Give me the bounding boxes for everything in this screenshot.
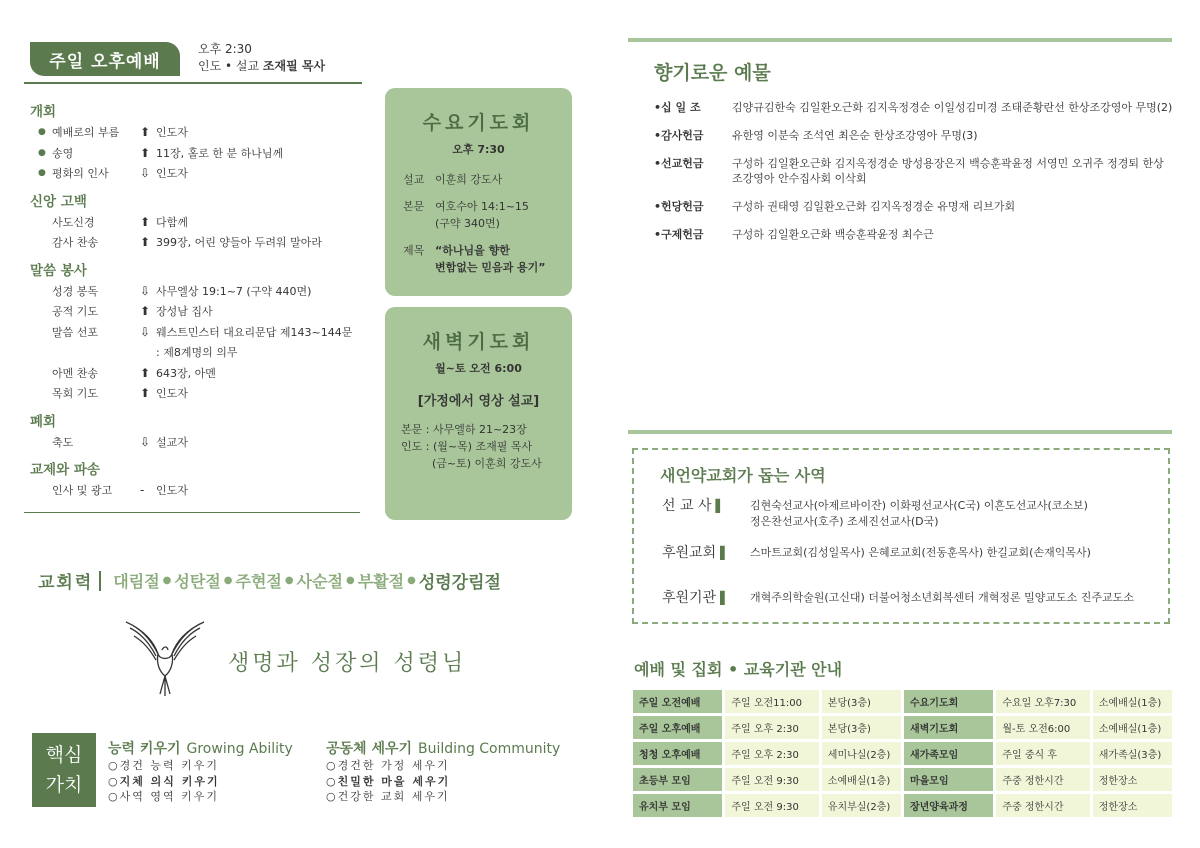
core-b-title: 공동체 세우기 [326,741,413,757]
ministry-row-institutions [662,590,1134,606]
meeting-time: 주일 중식 후 [996,742,1089,765]
bar-icon: ▌ [720,591,730,605]
meeting-place: 정한장소 [1093,768,1172,791]
ministry-row-value [750,498,1088,530]
meeting-name: 청청 오후예배 [633,742,722,765]
service-time: 오후 2:30 [198,42,252,56]
order-item-name: 아멘 찬송 [52,366,99,380]
order-item-name: 감사 찬송 [52,236,99,250]
divider [628,38,1172,42]
offering-donors: 구성하 김일환오근화 백승훈곽윤정 최수근 [732,228,934,241]
core-values-badge [32,733,96,807]
stand-up-icon: ⬆ [140,304,151,319]
order-row [30,363,360,384]
order-row [30,163,360,184]
order-item-name: 평화의 인사 [52,167,109,181]
dot-icon: ● [345,575,355,586]
bar-icon: ▌ [715,499,725,513]
order-item-name: 예배로의 부름 [52,126,120,140]
offering-type: •선교헌금 [654,157,704,170]
table-row [633,768,1172,791]
table-row [633,690,1172,713]
table-row [633,742,1172,765]
meeting-name: 주일 오후예배 [633,716,722,739]
order-item-value: 인도자 [156,126,188,140]
calendar-divider [99,571,101,591]
core-a-en: Growing Ability [186,741,293,757]
meeting-time: 주일 오후 2:30 [725,742,818,765]
stand-up-icon: ⬆ [140,386,151,401]
meeting-name: 마을모임 [904,768,993,791]
offering-type: •감사헌금 [654,129,704,142]
meeting-time: 주일 오후 2:30 [725,716,818,739]
order-row [30,143,360,164]
dot-icon: ● [407,575,416,586]
section-title: 신앙 고백 [30,193,87,210]
sit-down-icon: ⇩ [140,434,151,449]
meeting-place: 소예배실(1층) [822,768,901,791]
leader-label: 인도 • 설교 [198,59,260,73]
order-row [30,322,360,343]
order-row [30,432,360,453]
meeting-name: 새가족모임 [904,742,993,765]
core-a-item: ○경건 능력 키우기 [108,759,219,772]
meeting-name: 수요기도회 [904,690,993,713]
calendar-theme: 생명과 성장의 성령님 [228,651,467,676]
order-item-name: 공적 기도 [52,305,99,319]
subject-line2: 변함없는 믿음과 용기” [435,261,546,274]
subject-label: 제목 [403,244,425,257]
offering-row [654,156,1174,186]
meeting-name: 유치부 모임 [633,794,722,817]
info-title: 예배 및 집회 • 교육기관 안내 [634,660,843,679]
order-item-value: 399장, 어린 양들아 두려워 말아라 [156,236,322,250]
dawn-leader1: 인도 : (월~목) 조재필 목사 [401,440,533,453]
offering-row [654,227,1174,242]
order-row [30,342,360,363]
order-item-name: 축도 [52,435,74,449]
order-item-value: 다함께 [156,215,188,229]
table-row [633,794,1172,817]
order-item-value: 643장, 아멘 [156,366,216,380]
order-row [30,281,360,302]
ministry-row-value [750,545,1091,561]
text-value [435,198,572,232]
preacher-value: 이훈희 강도사 [435,173,503,186]
meeting-time: 주중 정한시간 [996,768,1089,791]
ministry-row-churches [662,545,1091,561]
meeting-time: 주중 정한시간 [996,794,1089,817]
offering-row [654,199,1174,214]
stand-up-icon: ⬆ [140,365,151,380]
core-b-item: ○건강한 교회 세우기 [326,790,450,803]
wednesday-title: 수요기도회 [422,112,535,134]
season-easter: 부활절 [357,572,405,591]
dot-icon: ● [284,575,294,586]
dot-icon: ● [223,575,233,586]
dove-icon [120,614,210,704]
meeting-place: 세미나실(2층) [822,742,901,765]
subject-line1: “하나님을 향한 [435,244,510,257]
divider [24,82,362,84]
core-growing-ability [108,738,293,805]
offering-type: •구제헌금 [654,228,704,241]
order-item-name: 말씀 선포 [52,325,99,339]
core-a-item: ○사역 영역 키우기 [108,790,219,803]
meeting-place: 본당(3층) [822,716,901,739]
order-item-value: 인도자 [156,387,188,401]
order-item-name: 성경 봉독 [52,284,99,298]
badge-line1: 핵심 [45,744,83,766]
text-label: 본문 [403,200,425,213]
order-row [30,212,360,233]
order-item-value: 사무엘상 19:1~7 (구약 440면) [156,284,312,298]
core-a-item: ○지체 의식 키우기 [108,774,220,788]
order-item-name: 목회 기도 [52,387,99,401]
season-epiphany: 주현절 [235,572,282,591]
dot-icon: ● [162,575,172,586]
meeting-time: 월-토 오전6:00 [996,716,1089,739]
value-line1: 스마트교회(김성일목사) 은혜로교회(전동훈목사) 한길교회(손재익목사) [750,546,1091,559]
divider [24,512,360,513]
leader-name: 조재필 목사 [262,59,326,73]
meeting-name: 주일 오전예배 [633,690,722,713]
dash-icon: - [140,483,145,498]
ministry-row-missionaries [662,498,1088,530]
label-text: 후원교회 [662,545,717,561]
service-leader [198,58,325,75]
wednesday-prayer-box [385,88,572,296]
season-christmas: 성탄절 [174,572,221,591]
order-item-value: 설교자 [156,435,188,449]
ministry-row-label [662,590,750,606]
info-table [630,687,1175,820]
dawn-time: 월~토 오전 6:00 [435,362,522,375]
order-item-value: 인도자 [156,167,188,181]
order-row [30,122,360,143]
dawn-leader2: (금~토) 이훈희 강도사 [432,457,542,470]
text-page: (구약 340면) [435,217,500,230]
meeting-name: 장년양육과정 [904,794,993,817]
section-title: 교제와 파송 [30,462,100,478]
church-calendar [38,568,501,593]
order-row [30,232,360,253]
ministry-title: 새언약교회가 돕는 사역 [660,466,826,485]
meeting-place: 새가족실(3층) [1093,742,1172,765]
order-item-name: 송영 [52,146,74,160]
bar-icon: ▌ [720,546,730,560]
section-title: 말씀 봉사 [30,262,87,279]
offering-donors: 구성하 권태영 김일환오근화 김지옥정경순 유명재 리브가회 [732,200,1016,213]
ministry-row-label [662,498,750,530]
order-item-value: 11장, 홀로 한 분 하나님께 [156,146,284,160]
value-line1: 김현숙선교사(아제르바이잔) 이화평선교사(C국) 이흔도선교사(코소보) [750,499,1088,512]
core-b-en: Building Community [418,741,561,757]
season-lent: 사순절 [296,572,343,591]
meeting-time: 주일 오전 9:30 [725,768,818,791]
offerings-list [654,100,1174,255]
order-item-name: 인사 및 광고 [52,484,113,498]
meeting-name: 새벽기도회 [904,716,993,739]
wednesday-preacher [403,171,572,188]
text-ref: 여호수아 14:1~15 [435,200,529,213]
core-b-heading [326,738,560,758]
offering-donors: 구성하 김일환오근화 김지옥정경순 방성용장은지 백승훈곽윤정 서영민 오귀주 정경퇴 한상조강영아 안수집사회 이삭회 [732,157,1164,185]
meeting-time: 주일 오전 9:30 [725,794,818,817]
ministry-row-label [662,545,750,561]
offering-type: •헌당헌금 [654,200,704,213]
wednesday-text [403,198,572,232]
subject-value [435,242,572,276]
season-pentecost: 성령강림절 [418,573,501,593]
table-row [633,716,1172,739]
bullet-icon: ● [38,127,46,138]
order-row [30,301,360,322]
stand-up-icon: ⬆ [140,145,151,160]
section-title: 개회 [30,104,57,120]
core-a-heading [108,738,293,758]
order-item-name: 사도신경 [52,215,95,229]
stand-up-icon: ⬆ [140,125,151,140]
badge-line2: 가치 [45,774,83,796]
stand-up-icon: ⬆ [140,214,151,229]
season-advent: 대림절 [113,572,160,591]
wednesday-subject [403,242,572,276]
stand-up-icon: ⬆ [140,235,151,250]
order-item-value: 인도자 [156,484,188,498]
meeting-place: 정한장소 [1093,794,1172,817]
dawn-prayer-box [385,307,572,520]
bullet-icon: ● [38,147,46,158]
calendar-label: 교회력 [38,573,94,593]
sit-down-icon: ⇩ [140,324,151,339]
service-meta [198,41,325,75]
meeting-place: 소예배실(1층) [1093,690,1172,713]
label-text: 후원기관 [662,590,717,606]
meeting-name: 초등부 모임 [633,768,722,791]
meeting-place: 유치부실(2층) [822,794,901,817]
label-text: 선 교 사 [662,498,712,514]
offerings-title: 향기로운 예물 [654,62,771,84]
value-line2: 정은찬선교사(호주) 조세진선교사(D국) [750,515,939,528]
section-title: 폐회 [30,413,57,430]
order-item-value: 장성남 집사 [156,305,213,319]
ministry-row-value [750,590,1134,606]
service-title-badge: 주일 오후예배 [30,42,180,76]
bullet-icon: ● [38,168,46,179]
meeting-time: 주일 오전11:00 [725,690,818,713]
order-of-worship [30,100,360,501]
offering-donors: 유한영 이분숙 조석연 최은순 한상조강영아 무명(3) [732,129,978,142]
sit-down-icon: ⇩ [140,283,151,298]
order-row [30,383,360,404]
wednesday-time: 오후 7:30 [452,143,505,156]
core-building-community [326,738,560,805]
meeting-time: 수요일 오후7:30 [996,690,1089,713]
offering-donors: 김양규김한숙 김일환오근화 김지옥정경순 이일성김미경 조태준황란선 한상조강영아 무명(2) [732,101,1173,114]
value-line1: 개혁주의학술원(고신대) 더불어청소년회복센터 개혁정론 밀양교도소 진주교도소 [750,591,1134,604]
dawn-text: 본문 : 사무엘하 21~23장 [401,423,527,436]
dawn-title: 새벽기도회 [422,331,535,353]
core-b-item: ○경건한 가정 세우기 [326,759,450,772]
offering-row [654,128,1174,143]
meeting-place: 본당(3층) [822,690,901,713]
order-row [30,480,360,501]
dawn-note: [가정에서 영상 설교] [417,394,540,409]
core-a-title: 능력 키우기 [108,741,181,757]
offering-row [654,100,1174,115]
core-b-item: ○친밀한 마을 세우기 [326,774,451,788]
meeting-place: 소예배실(1층) [1093,716,1172,739]
order-item-value: 웨스트민스터 대요리문답 제143~144문 [156,325,353,339]
offering-type: •십 일 조 [654,101,701,114]
sit-down-icon: ⇩ [140,166,151,181]
preacher-label: 설교 [403,173,425,186]
divider [628,430,1172,434]
order-item-value: : 제8계명의 의무 [156,346,238,360]
